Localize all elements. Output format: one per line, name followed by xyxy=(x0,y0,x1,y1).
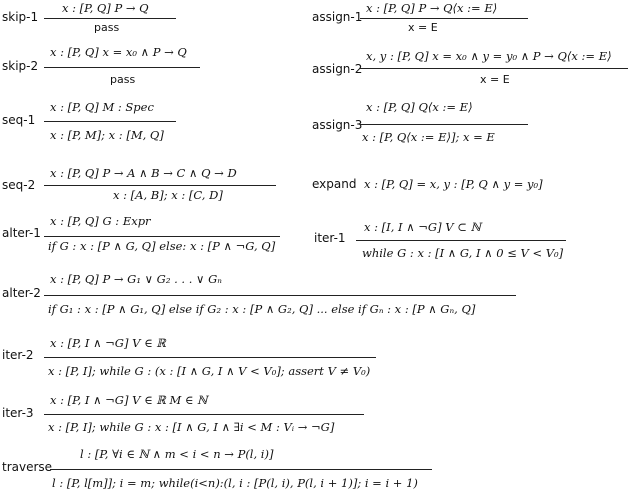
inference-bar xyxy=(44,18,176,19)
conclusion: l : [P, l[m]]; i = m; while(i<n):(l, i : [P(l, i), P(l, i + 1)]; i = i + 1) xyxy=(52,476,418,490)
premise: x : [I, I ∧ ¬G] V ⊂ ℕ xyxy=(364,220,482,234)
premise: x : [P, Q] = x, y : [P, Q ∧ y = y₀] xyxy=(364,177,543,191)
rule-name: expand xyxy=(312,177,357,191)
inference-bar xyxy=(356,240,566,241)
premise: x : [P, Q] P → Q xyxy=(62,1,149,15)
premise: x : [P, Q] G : Expr xyxy=(50,214,151,228)
premise: x : [P, Q] P → Q⟨x := E⟩ xyxy=(366,1,498,15)
premise: x : [P, Q] P → G₁ ∨ G₂ . . . ∨ Gₙ xyxy=(50,272,222,286)
inference-bar xyxy=(44,295,516,296)
conclusion: x : [A, B]; x : [C, D] xyxy=(113,188,223,202)
conclusion: while G : x : [I ∧ G, I ∧ 0 ≤ V < V₀] xyxy=(362,246,564,260)
rule-name: iter-2 xyxy=(2,348,34,362)
inference-bar xyxy=(44,236,280,237)
rule-name: assign-1 xyxy=(312,10,363,24)
conclusion: pass xyxy=(110,73,136,86)
rule-name: alter-2 xyxy=(2,286,41,300)
rule-name: iter-1 xyxy=(314,231,346,245)
inference-bar xyxy=(44,67,200,68)
conclusion: pass xyxy=(94,21,120,34)
premise: x : [P, Q] x = x₀ ∧ P → Q xyxy=(50,45,187,59)
conclusion: x = E xyxy=(408,21,438,34)
premise: x : [P, Q] Q⟨x := E⟩ xyxy=(366,100,473,114)
inference-bar xyxy=(44,121,176,122)
inference-bar xyxy=(44,357,376,358)
rule-name: seq-2 xyxy=(2,178,36,192)
conclusion: if G₁ : x : [P ∧ G₁, Q] else if G₂ : x : [P ∧ G₂, Q] ... else if Gₙ : x : [P ∧ Gₙ, Q] xyxy=(48,302,476,316)
premise: l : [P, ∀i ∈ ℕ ∧ m < i < n → P(l, i)] xyxy=(80,447,274,461)
rule-name: traverse xyxy=(2,460,53,474)
rule-name: skip-1 xyxy=(2,10,39,24)
conclusion: x : [P, I]; while G : (x : [I ∧ G, I ∧ V < V₀]; assert V ≠ V₀) xyxy=(48,364,371,378)
rule-name: assign-3 xyxy=(312,118,363,132)
conclusion: x : [P, M]; x : [M, Q] xyxy=(50,128,164,142)
premise: x : [P, Q] P → A ∧ B → C ∧ Q → D xyxy=(50,166,237,180)
premise: x : [P, I ∧ ¬G] V ∈ ℝ xyxy=(50,336,166,350)
premise: x : [P, I ∧ ¬G] V ∈ ℝ M ∈ ℕ xyxy=(50,393,208,407)
conclusion: x : [P, I]; while G : x : [I ∧ G, I ∧ ∃i < M : Vᵢ → ¬G] xyxy=(48,420,335,434)
inference-bar xyxy=(44,414,364,415)
inference-bar xyxy=(360,124,528,125)
premise: x, y : [P, Q] x = x₀ ∧ y = y₀ ∧ P → Q⟨x := E⟩ xyxy=(366,49,612,63)
premise: x : [P, Q] M : Spec xyxy=(50,100,154,114)
inference-bar xyxy=(360,68,628,69)
inference-bar xyxy=(360,18,528,19)
conclusion: if G : x : [P ∧ G, Q] else: x : [P ∧ ¬G, Q] xyxy=(48,239,276,253)
rule-name: skip-2 xyxy=(2,59,39,73)
rule-name: assign-2 xyxy=(312,62,363,76)
conclusion: x = E xyxy=(480,73,510,86)
rule-name: alter-1 xyxy=(2,226,41,240)
inference-bar xyxy=(44,185,276,186)
rule-name: iter-3 xyxy=(2,406,34,420)
inference-bar xyxy=(50,469,432,470)
conclusion: x : [P, Q⟨x := E⟩]; x = E xyxy=(362,130,495,144)
rule-name: seq-1 xyxy=(2,113,36,127)
